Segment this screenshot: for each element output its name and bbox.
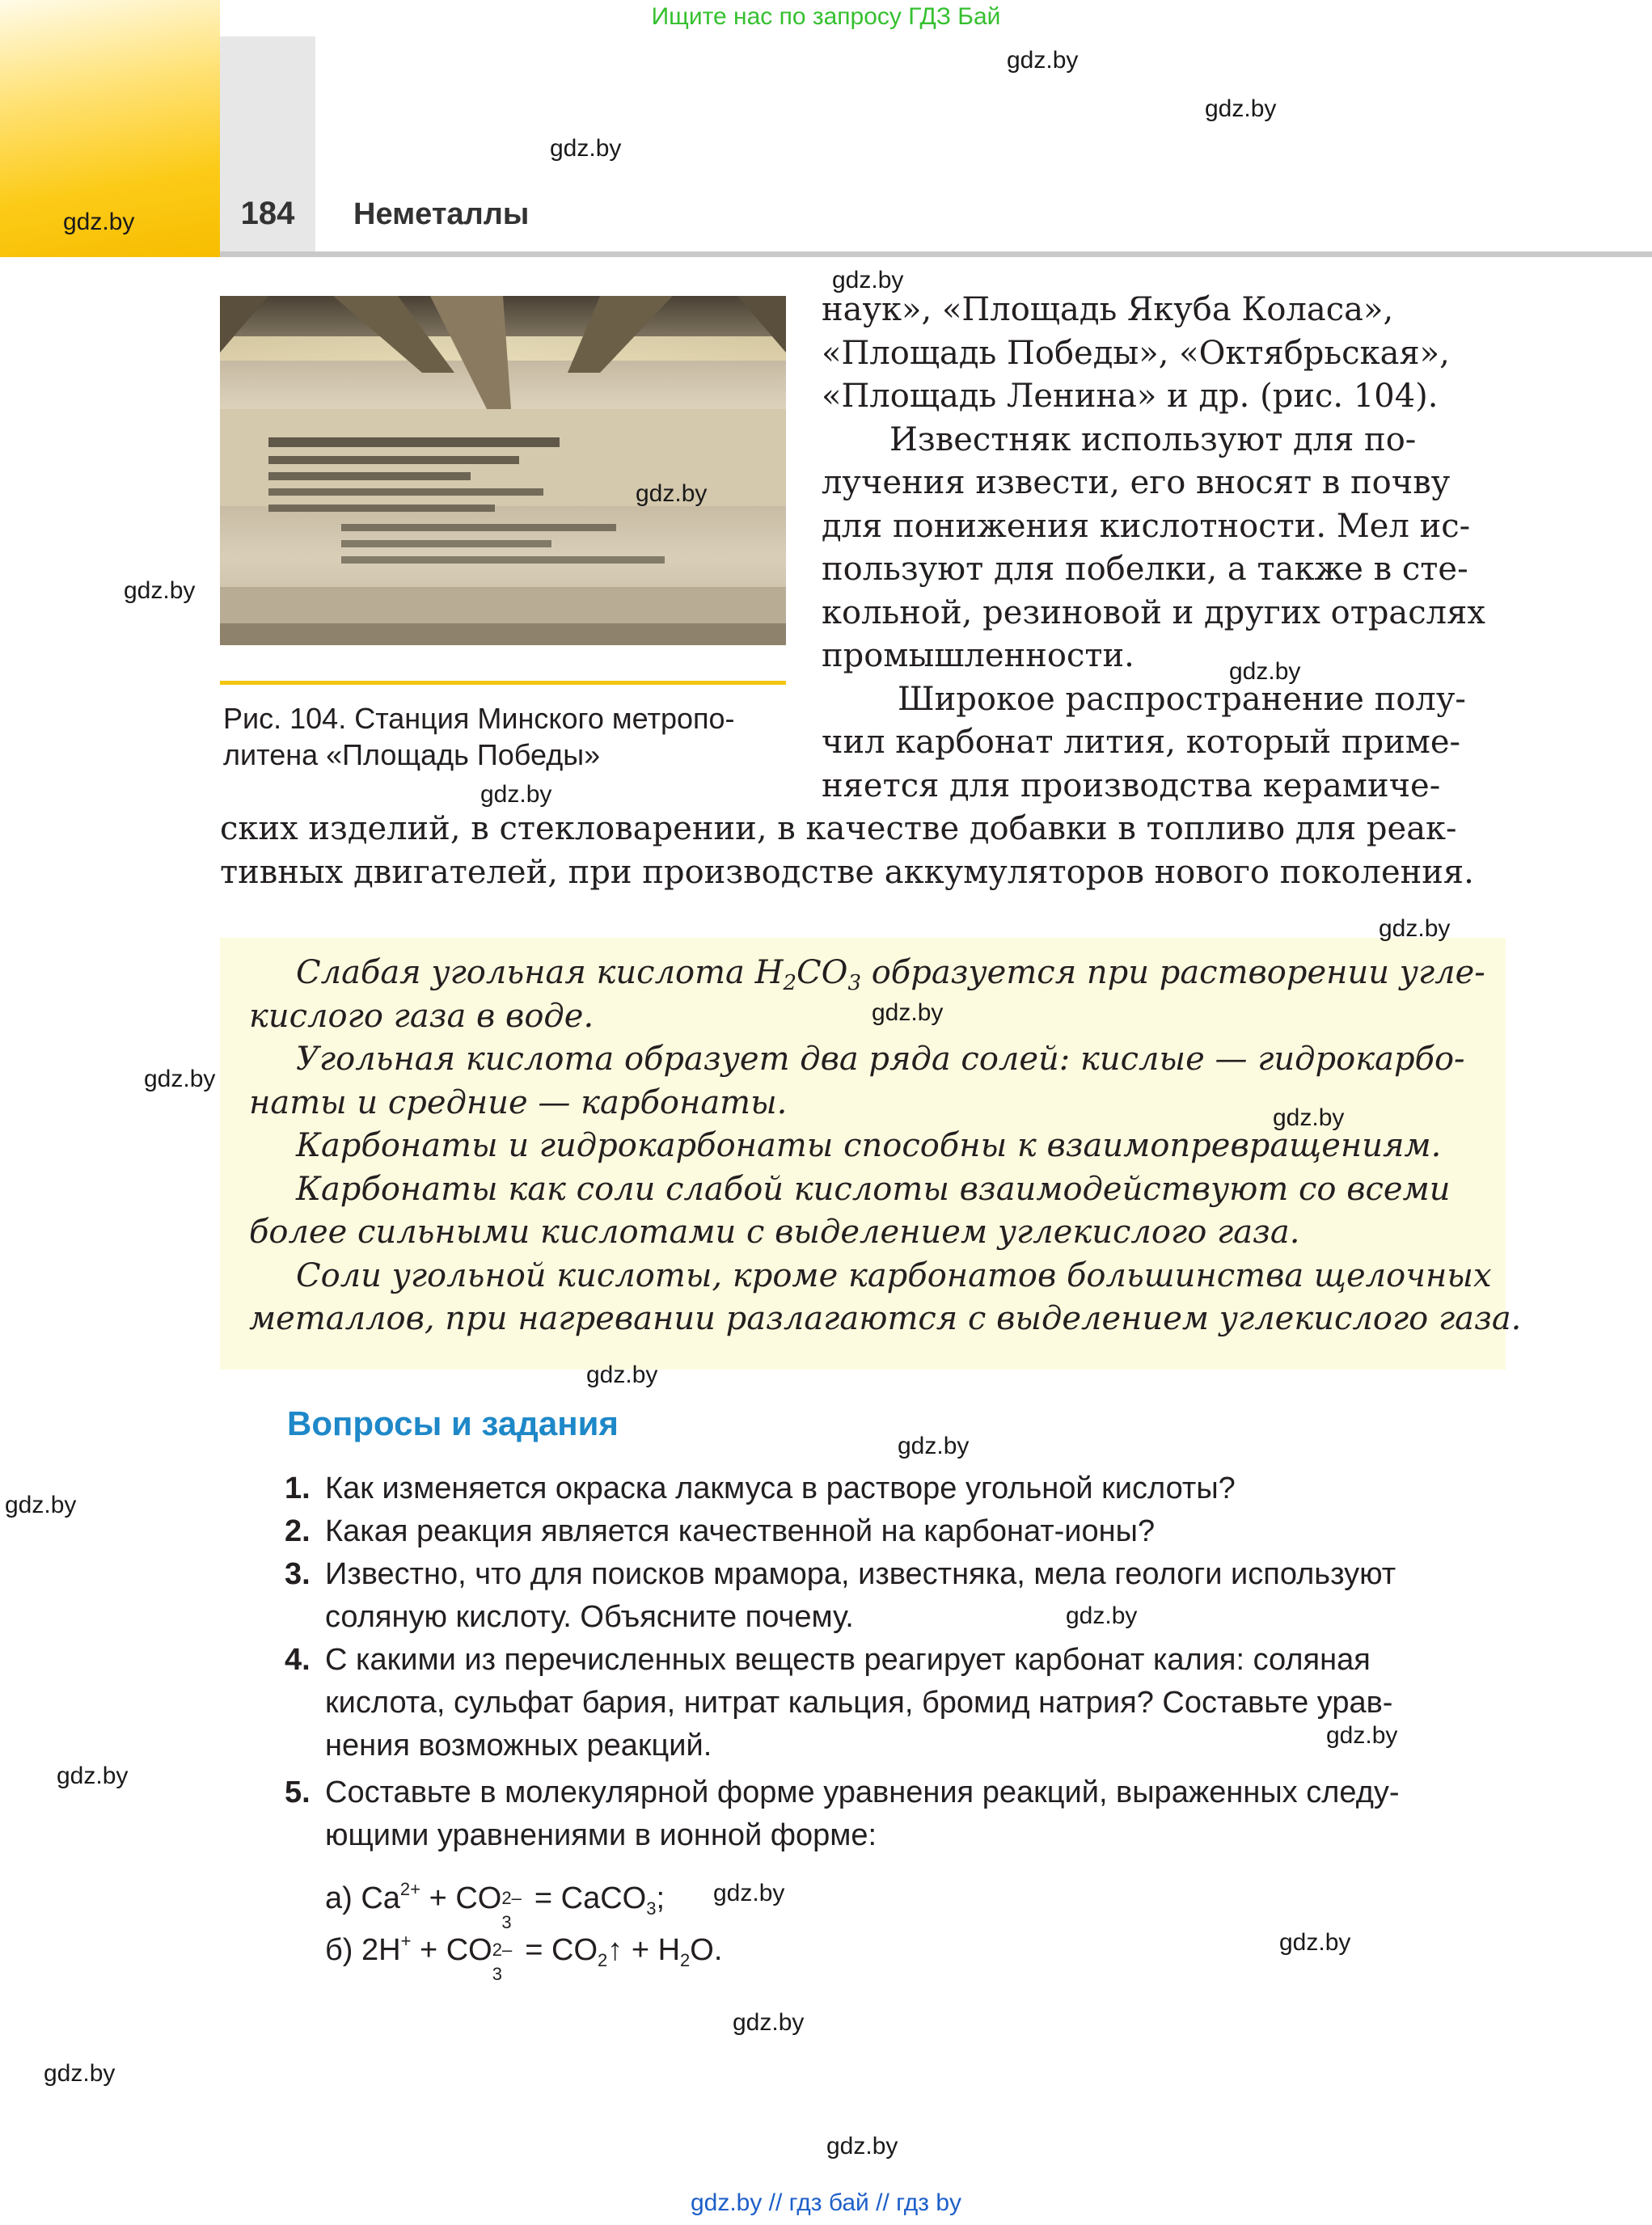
summary-line: наты и средние — карбонаты.	[249, 1084, 788, 1121]
watermark: gdz.by	[144, 1066, 216, 1092]
summary-line: более сильными кислотами с выделением углекислого газа.	[249, 1214, 1300, 1251]
watermark: gdz.by	[1205, 95, 1277, 122]
watermark: gdz.by	[5, 1492, 77, 1518]
watermark: gdz.by	[826, 2133, 898, 2160]
watermark: gdz.by	[713, 1880, 785, 1906]
summary-line: Карбонаты как соли слабой кислоты взаимодействуют со всеми	[296, 1171, 1451, 1208]
section-title: Неметаллы	[353, 197, 530, 231]
metro-station-illustration	[220, 296, 786, 645]
body-line: наук», «Площадь Якуба Коласа»,	[822, 291, 1394, 328]
question-line: Составьте в молекулярной форме уравнения реакций, выраженных следу-	[325, 1775, 1400, 1809]
figure-caption	[223, 700, 789, 773]
body-line: Широкое распространение полу-	[898, 681, 1466, 718]
question-line: ющими уравнениями в ионной форме:	[325, 1818, 877, 1852]
question-line: кислота, сульфат бария, нитрат кальция, бромид натрия? Составьте урав-	[325, 1686, 1393, 1720]
question-line: Известно, что для поисков мрамора, известняка, мела геологи используют	[325, 1557, 1396, 1591]
question-line: С какими из перечисленных веществ реагирует карбонат калия: соляная	[325, 1643, 1371, 1677]
figure-metro-station-photo	[220, 296, 786, 645]
figure-rule	[220, 681, 786, 685]
body-line: «Площадь Ленина» и др. (рис. 104).	[822, 378, 1439, 415]
question-line: нения возможных реакций.	[325, 1729, 712, 1763]
watermark: gdz.by	[1007, 47, 1079, 74]
body-line: промышленности.	[822, 637, 1134, 674]
equation-a: а) $Ca^{2+}$ + CO 2– 3 = CaCO$_3$;	[325, 1879, 665, 1932]
watermark: gdz.by	[733, 2009, 805, 2036]
body-line: кольной, резиновой и других отраслях	[822, 594, 1485, 631]
question-number: 4.	[285, 1643, 311, 1677]
watermark: gdz.by	[1273, 1104, 1345, 1131]
watermark: gdz.by	[586, 1362, 658, 1388]
body-line: «Площадь Победы», «Октябрьская»,	[822, 335, 1450, 372]
watermark: gdz.by	[480, 781, 552, 808]
summary-line: Соли угольной кислоты, кроме карбонатов большинства щелочных	[296, 1257, 1492, 1294]
watermark: gdz.by	[898, 1433, 970, 1459]
body-line: лучения извести, его вносят в почву	[822, 464, 1451, 501]
body-line: для понижения кислотности. Мел ис-	[822, 508, 1471, 545]
body-line: пользуют для побелки, а также в сте-	[822, 551, 1468, 588]
watermark: gdz.by	[1066, 1602, 1138, 1629]
body-line: ских изделий, в стекловарении, в качестве добавки в топливо для реак-	[220, 810, 1457, 847]
question-line: соляную кислоту. Объясните почему.	[325, 1600, 854, 1634]
question-line: Какая реакция является качественной на карбонат-ионы?	[325, 1514, 1156, 1548]
body-line: чил карбонат лития, который приме-	[822, 724, 1461, 761]
equation-b: б) 2H+ + CO 2– 3 = $CO_2↑ + H_2O$.	[325, 1931, 723, 1984]
header-rule	[220, 251, 1652, 257]
page-number: 184	[240, 196, 295, 231]
watermark: gdz.by	[1279, 1929, 1351, 1956]
question-number: 2.	[285, 1514, 311, 1548]
question-number: 3.	[285, 1557, 311, 1591]
body-line: няется для производства керамиче-	[822, 767, 1441, 804]
watermark: gdz.by	[872, 999, 944, 1026]
caption-line: Рис. 104. Станция Минского метропо-	[223, 702, 735, 735]
summary-line: металлов, при нагревании разлагаются с выделением углекислого газа.	[249, 1300, 1522, 1337]
question-number: 5.	[285, 1775, 311, 1809]
watermark: gdz.by	[832, 267, 904, 293]
footer-link[interactable]: gdz.by // гдз бай // гдз by	[690, 2189, 962, 2216]
watermark: gdz.by	[124, 577, 196, 604]
body-line: Известняк используют для по-	[889, 421, 1417, 458]
body-line: тивных двигателей, при производстве аккумуляторов нового поколения.	[220, 854, 1474, 891]
watermark: gdz.by	[63, 209, 135, 235]
summary-line: кислого газа в воде.	[249, 998, 594, 1035]
watermark: gdz.by	[57, 1763, 129, 1789]
watermark: gdz.by	[44, 2060, 116, 2087]
question-line: Как изменяется окраска лакмуса в растворе угольной кислоты?	[325, 1471, 1236, 1505]
watermark: gdz.by	[1326, 1722, 1398, 1749]
top-banner: Ищите нас по запросу ГДЗ Бай	[651, 3, 1001, 30]
summary-line: Угольная кислота образует два ряда солей: кислые — гидрокарбо-	[296, 1041, 1465, 1078]
question-number: 1.	[285, 1471, 311, 1505]
watermark: gdz.by	[1229, 658, 1301, 685]
summary-line: Слабая угольная кислота $H_2CO_3$ образуется при растворении угле-	[296, 954, 1485, 995]
summary-line: Карбонаты и гидрокарбонаты способны к взаимопревращениям.	[296, 1127, 1442, 1164]
watermark: gdz.by	[1379, 915, 1451, 942]
watermark: gdz.by	[550, 135, 622, 162]
caption-line: литена «Площадь Победы»	[223, 738, 601, 771]
watermark: gdz.by	[636, 480, 708, 507]
questions-title: Вопросы и задания	[287, 1404, 619, 1442]
